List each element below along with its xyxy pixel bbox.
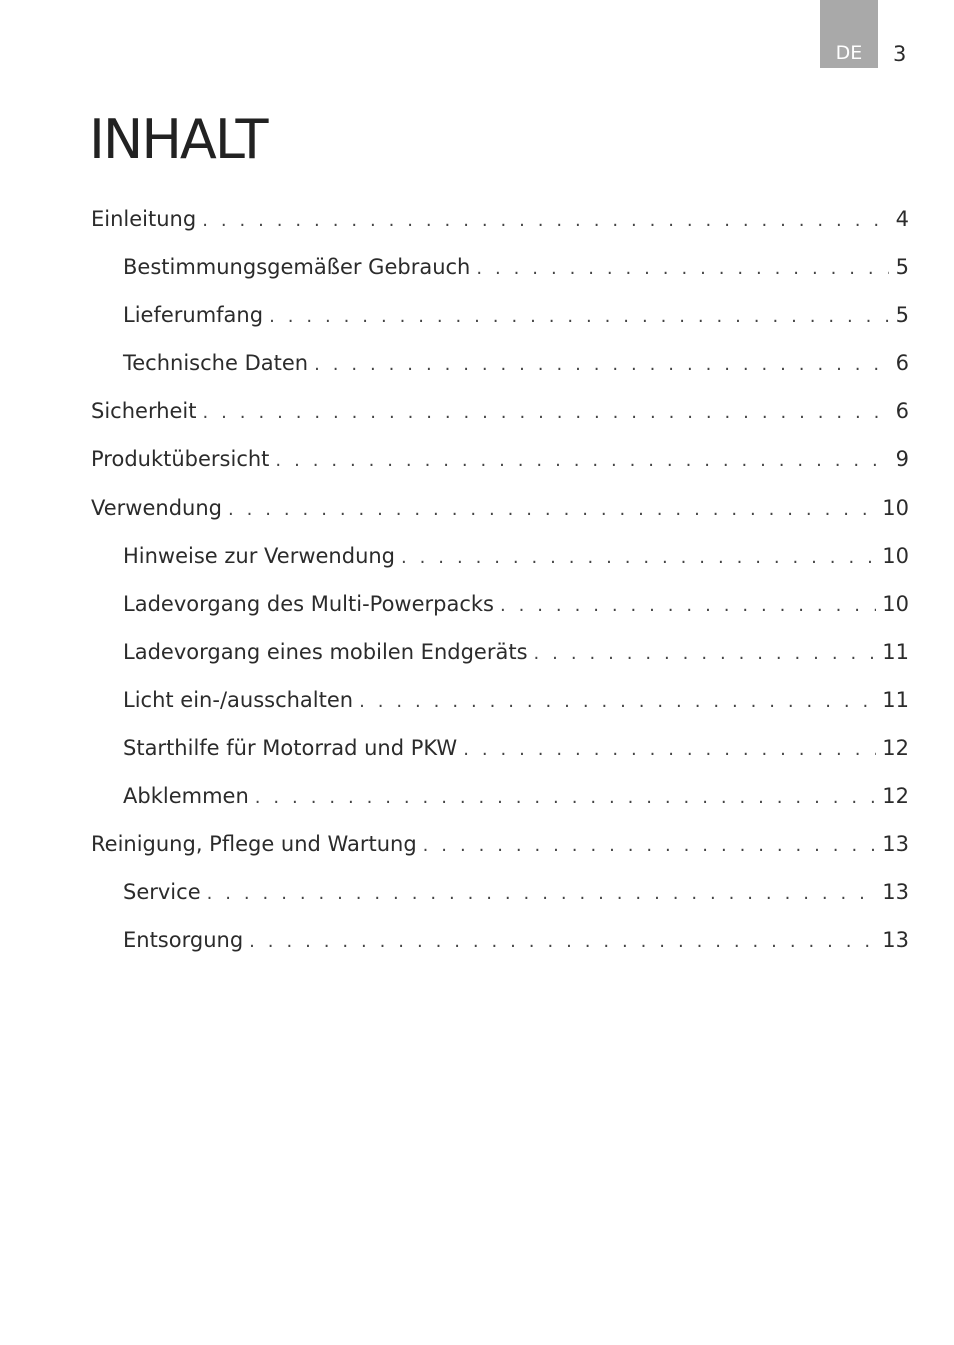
- toc-entry-page: 13: [882, 928, 909, 953]
- toc-entry[interactable]: [91, 291, 909, 339]
- toc-entry-label: Abklemmen: [123, 784, 249, 809]
- toc-entry-label: Licht ein-/ausschalten: [123, 687, 354, 712]
- toc-dot-leader: [401, 534, 876, 582]
- toc-entry-label: Entsorgung: [123, 928, 244, 953]
- toc-entry[interactable]: [91, 195, 909, 243]
- toc-dot-leader: [500, 582, 876, 630]
- toc-dot-leader: [275, 437, 889, 485]
- toc-entry-label: Ladevorgang eines mobilen Endgeräts: [123, 639, 528, 664]
- toc-entry-page: 11: [882, 639, 909, 664]
- toc-entry-page: 10: [882, 495, 909, 520]
- toc-entry-label: Einleitung: [91, 207, 197, 231]
- toc-dot-leader: [423, 822, 877, 870]
- toc-entry-label: Sicherheit: [91, 399, 197, 424]
- page-title: INHALT: [89, 108, 267, 171]
- toc-entry[interactable]: [91, 580, 909, 628]
- toc-entry[interactable]: [91, 484, 909, 532]
- toc-entry-label: Technische Daten: [123, 351, 309, 376]
- toc-entry-label: Starthilfe für Motorrad und PKW: [123, 736, 458, 761]
- toc-dot-leader: [269, 293, 889, 341]
- toc-dot-leader: [255, 774, 877, 822]
- toc-dot-leader: [203, 389, 889, 437]
- toc-entry-page: 13: [882, 832, 909, 857]
- toc-entry[interactable]: [91, 339, 909, 387]
- language-tab: DE: [820, 0, 878, 68]
- toc-entry-label: Reinigung, Pflege und Wartung: [91, 832, 417, 857]
- toc-dot-leader: [534, 630, 877, 678]
- toc-entry-label: Ladevorgang des Multi-Powerpacks: [123, 591, 494, 616]
- toc-dot-leader: [476, 245, 889, 293]
- toc-entry-label: Verwendung: [91, 495, 222, 520]
- toc-entry-page: 12: [882, 736, 909, 761]
- toc-dot-leader: [314, 341, 889, 389]
- toc-dot-leader: [359, 678, 876, 726]
- toc-entry-page: 5: [895, 303, 909, 328]
- toc-entry[interactable]: [91, 435, 909, 483]
- toc-entry-page: 10: [882, 543, 909, 568]
- toc-entry[interactable]: [91, 532, 909, 580]
- toc-dot-leader: [202, 197, 889, 245]
- toc-entry[interactable]: [91, 243, 909, 291]
- toc-entry-page: 11: [882, 687, 909, 712]
- toc-entry-page: 13: [882, 880, 909, 905]
- toc-entry[interactable]: [91, 916, 909, 964]
- toc-entry-page: 10: [882, 591, 909, 616]
- toc-entry-page: 6: [895, 351, 909, 376]
- toc-entry-label: Hinweise zur Verwendung: [123, 543, 396, 568]
- toc-entry[interactable]: [91, 676, 909, 724]
- toc-entry-label: Lieferumfang: [123, 303, 264, 328]
- toc-entry-label: Produktübersicht: [91, 447, 270, 472]
- toc-entry[interactable]: [91, 868, 909, 916]
- toc-entry[interactable]: [91, 724, 909, 772]
- toc-dot-leader: [249, 918, 876, 966]
- toc-entry[interactable]: [91, 820, 909, 868]
- toc-entry-page: 5: [895, 255, 909, 280]
- toc-dot-leader: [228, 486, 876, 534]
- toc-entry-page: 6: [895, 399, 909, 424]
- toc-dot-leader: [463, 726, 876, 774]
- toc-entry[interactable]: [91, 387, 909, 435]
- toc-entry[interactable]: [91, 772, 909, 820]
- toc-entry[interactable]: [91, 628, 909, 676]
- table-of-contents: [91, 195, 909, 965]
- toc-entry-page: 12: [882, 784, 909, 809]
- toc-entry-page: 4: [895, 207, 909, 231]
- toc-dot-leader: [207, 870, 877, 918]
- toc-entry-page: 9: [895, 447, 909, 472]
- toc-entry-label: Service: [123, 880, 201, 905]
- toc-entry-label: Bestimmungsgemäßer Gebrauch: [123, 255, 471, 280]
- page-number: 3: [893, 42, 907, 66]
